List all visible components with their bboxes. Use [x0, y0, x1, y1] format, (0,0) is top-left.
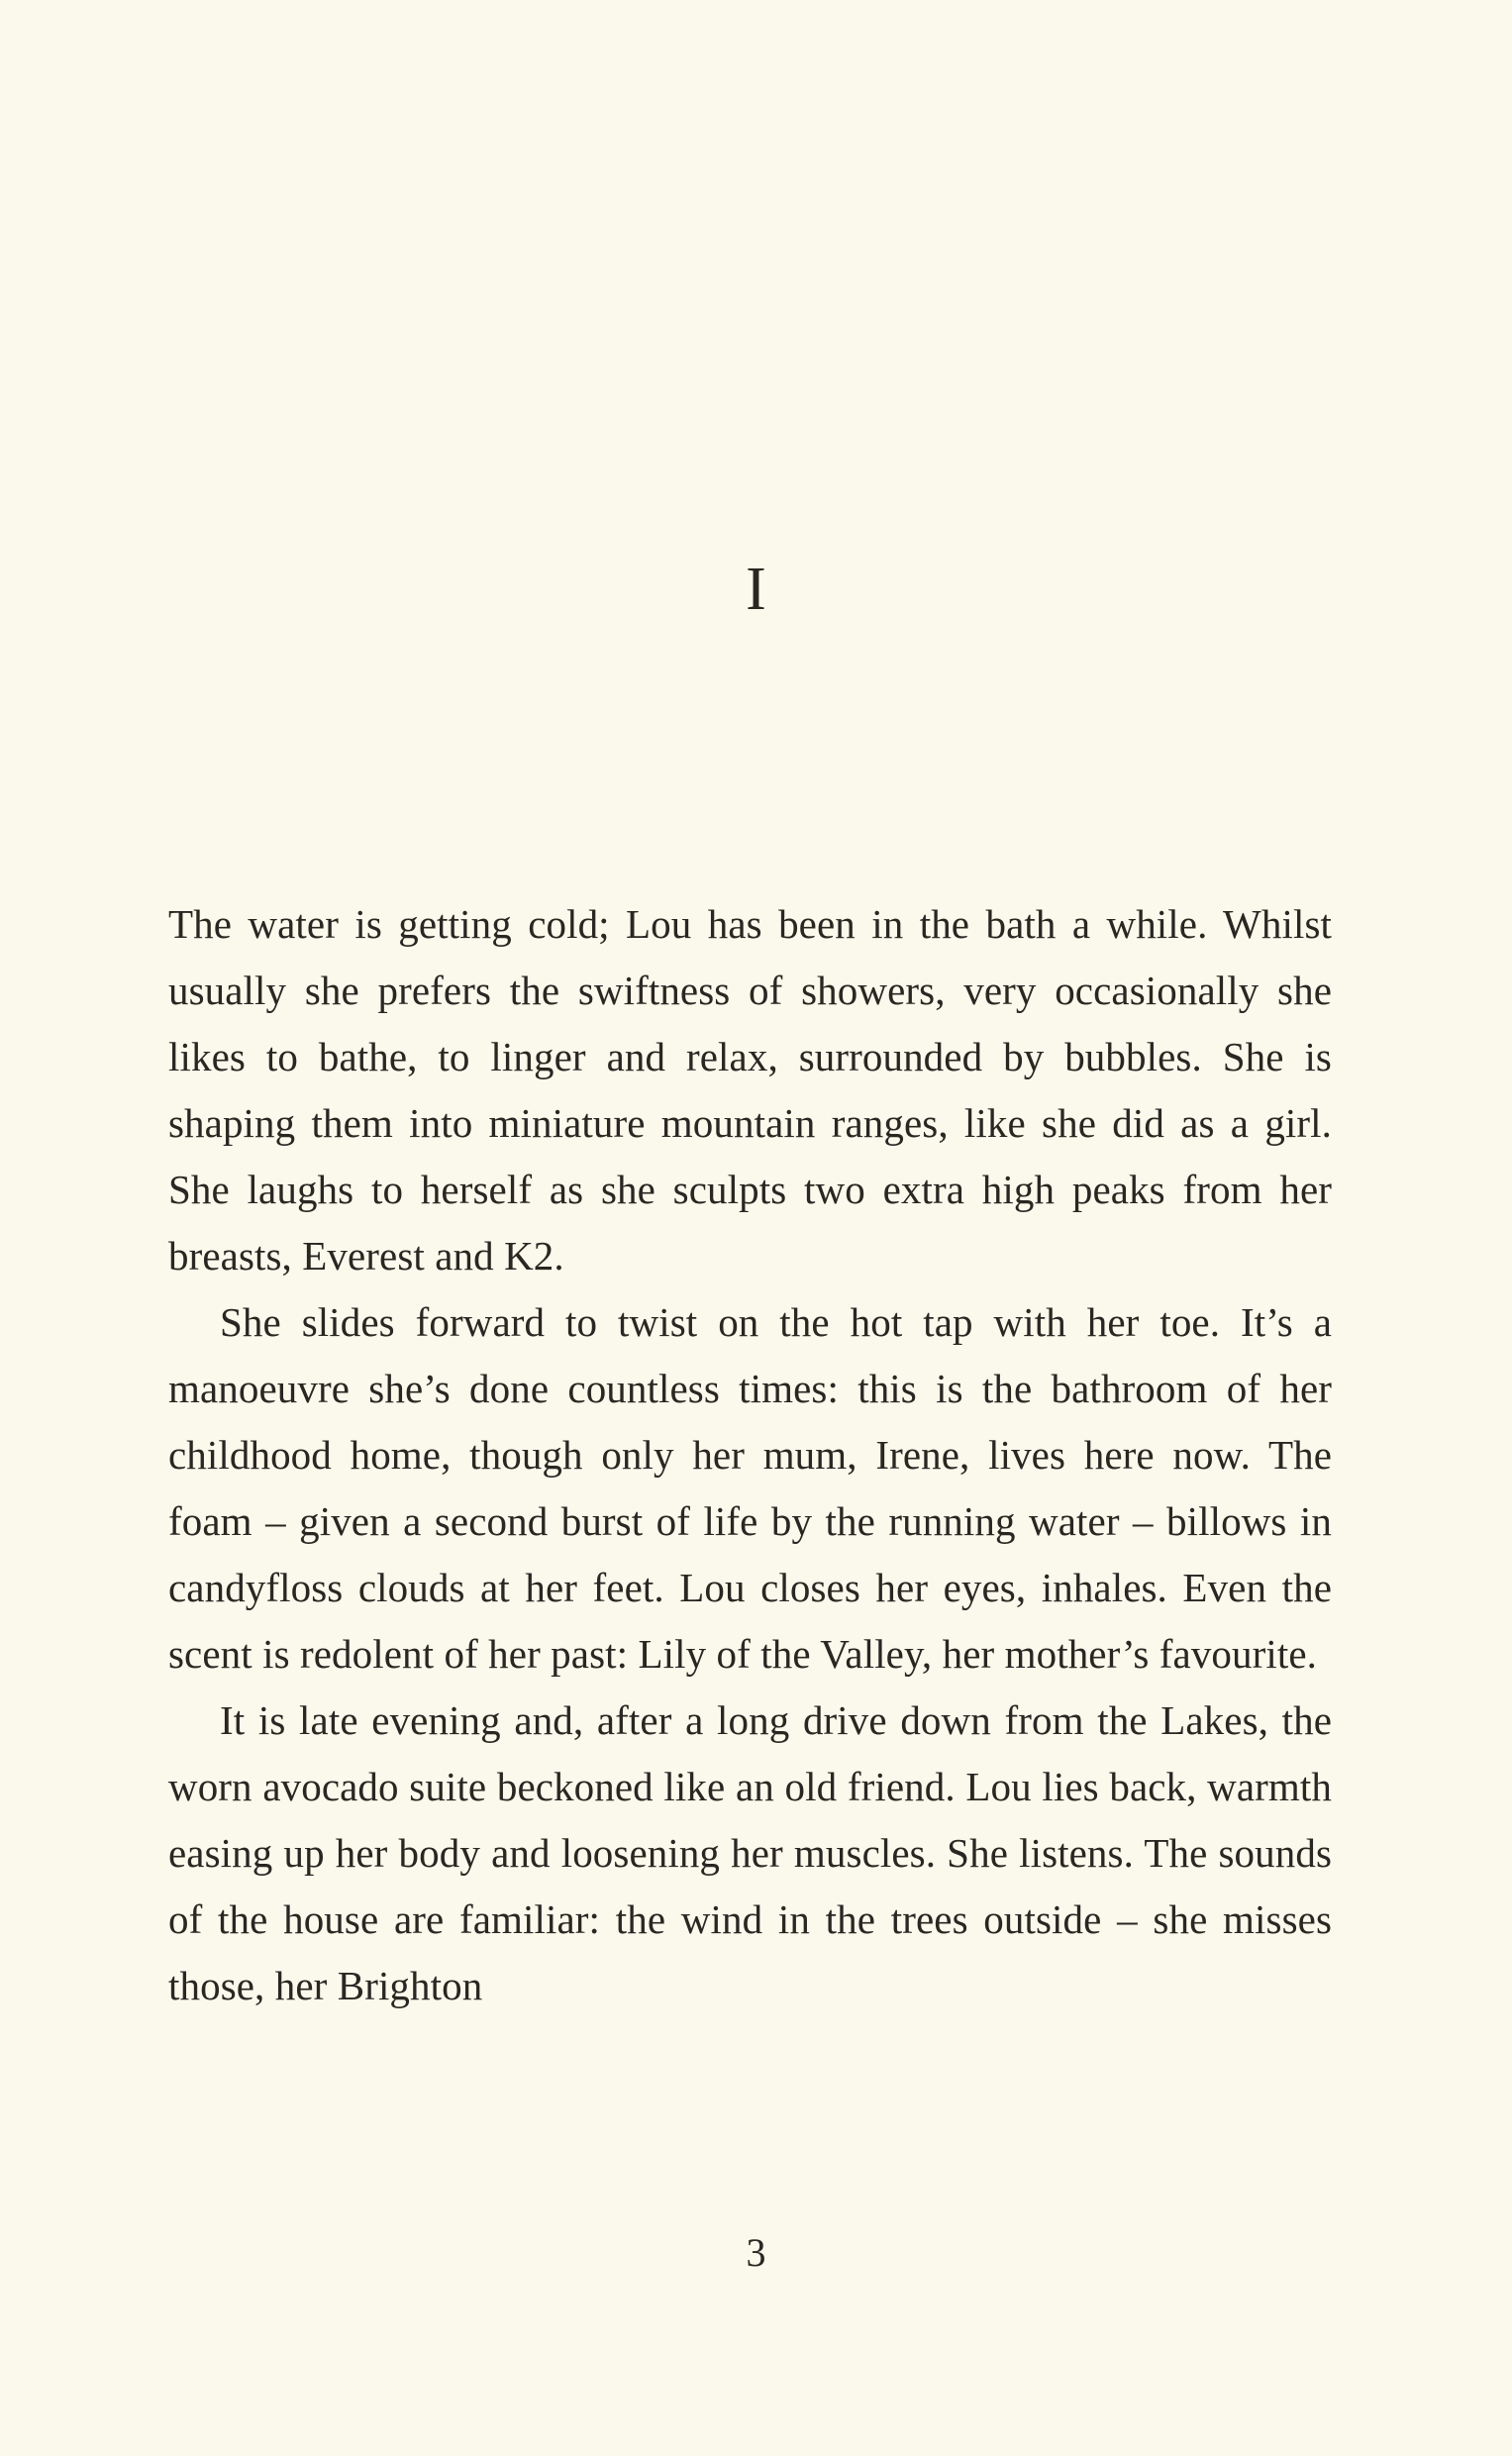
chapter-number: I: [746, 556, 766, 623]
body-text: [168, 891, 1332, 2019]
paragraph-2: She slides forward to twist on the hot tap with her toe. It’s a manoeuvre she’s done countless times: this is the bathroom of her childhood home, though only her mum, Irene, lives here now. The foam – given a second burst of life by the running water – billows in candyfloss clouds at her feet. Lou closes her eyes, inhales. Even the scent is redolent of her past: Lily of the Valley, her mother’s favourite.: [168, 1299, 1332, 1677]
paragraph-1: The water is getting cold; Lou has been in the bath a while. Whilst usually she prefers the swiftness of showers, very occasionally she likes to bathe, to linger and relax, surrounded by bubbles. She is shaping them into miniature mountain ranges, like she did as a girl. She laughs to herself as she sculpts two extra high peaks from her breasts, Everest and K2.: [168, 901, 1332, 1279]
page-number: 3: [746, 2230, 766, 2275]
paragraph-3: It is late evening and, after a long drive down from the Lakes, the worn avocado suite beckoned like an old friend. Lou lies back, warmth easing up her body and loosening her muscles. She listens. The sounds of the house are familiar: the wind in the trees outside – she misses those, her Brighton: [168, 1697, 1332, 2008]
